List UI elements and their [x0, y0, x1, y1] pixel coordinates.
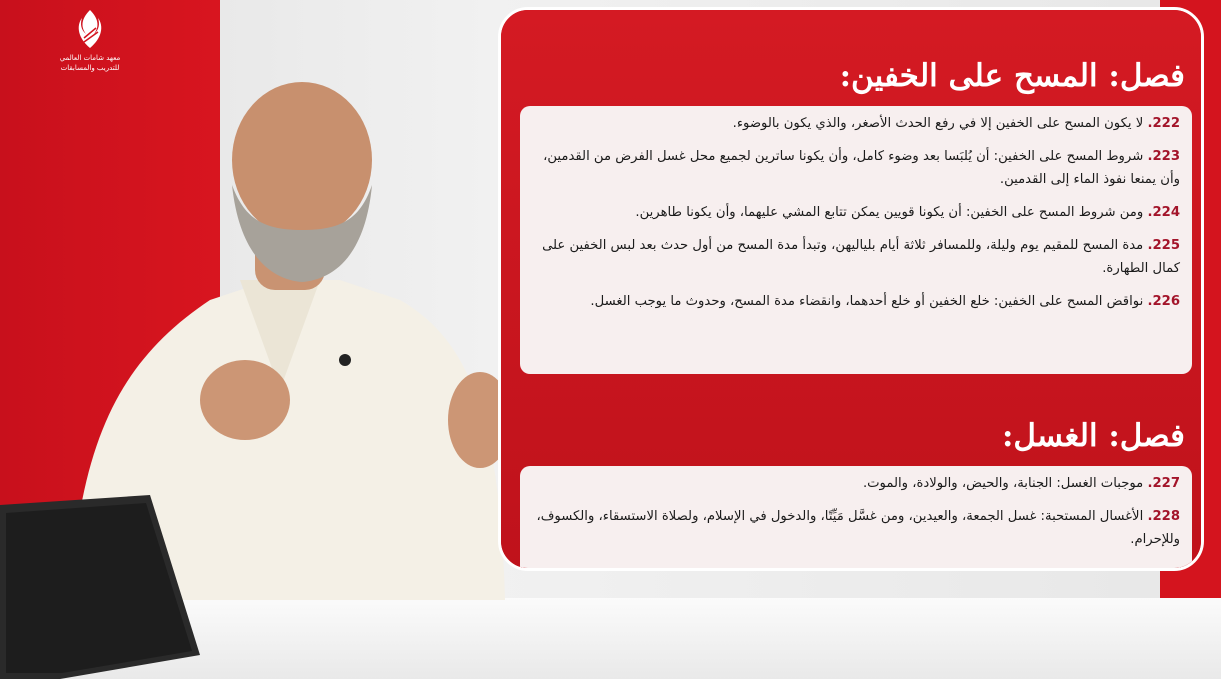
item-number: 228. [1147, 509, 1180, 524]
item-text: مدة المسح للمقيم يوم وليلة، وللمسافر ثلاثة أيام بلياليهن، وتبدأ مدة المسح من أول حدث بعد لبس الخفين على كمال الطهارة. [542, 238, 1180, 276]
item-text: لا يكون المسح على الخفين إلا في رفع الحدث الأصغر، والذي يكون بالوضوء. [732, 116, 1144, 131]
logo-text-1: معهد شامات العالمي [59, 54, 121, 62]
section-title-ghusl: فصل: الغسل: [1001, 418, 1185, 454]
item-number: 224. [1147, 205, 1180, 220]
tablet-device [0, 495, 200, 679]
item-number: 223. [1147, 149, 1180, 164]
item-text: ومن شروط المسح على الخفين: أن يكونا قويين يمكن تتابع المشي عليهما، وأن يكونا طاهرين. [635, 205, 1144, 220]
section-card-masah [520, 106, 1192, 374]
section-title-masah: فصل: المسح على الخفين: [839, 58, 1185, 94]
list-item [530, 290, 1180, 313]
item-text: موجبات الغسل: الجنابة، والحيض، والولادة، والموت. [862, 476, 1144, 491]
list-item [530, 112, 1180, 135]
section-card-ghusl [520, 466, 1192, 571]
flame-logo-icon [72, 8, 108, 52]
logo-text-2: للتدريب والمسابقات [60, 64, 120, 72]
item-text: شروط المسح على الخفين: أن يُلبَسا بعد وضوء كامل، وأن يكونا ساترين لجميع محل غسل الفرض من القدمين، وأن يمنعا نفوذ الماء إلى القدمين. [543, 149, 1180, 187]
list-item [530, 201, 1180, 224]
item-number: 225. [1147, 238, 1180, 253]
item-number: 227. [1147, 476, 1180, 491]
list-item [530, 505, 1180, 551]
item-text: نواقض المسح على الخفين: خلع الخفين أو خلع أحدهما، وانقضاء مدة المسح، وحدوث ما يوجب الغسل. [590, 294, 1144, 309]
item-number: 226. [1147, 294, 1180, 309]
list-item [530, 145, 1180, 191]
list-item [530, 472, 1180, 495]
lesson-panel [498, 7, 1204, 571]
item-text: الأغسال المستحبة: غسل الجمعة، والعيدين، ومن غسَّل مَيِّتًا، والدخول في الإسلام، ولصلاة الاستسقاء، والكسوف، وللإحرام. [536, 509, 1180, 547]
list-item [530, 234, 1180, 280]
item-number: 222. [1147, 116, 1180, 131]
